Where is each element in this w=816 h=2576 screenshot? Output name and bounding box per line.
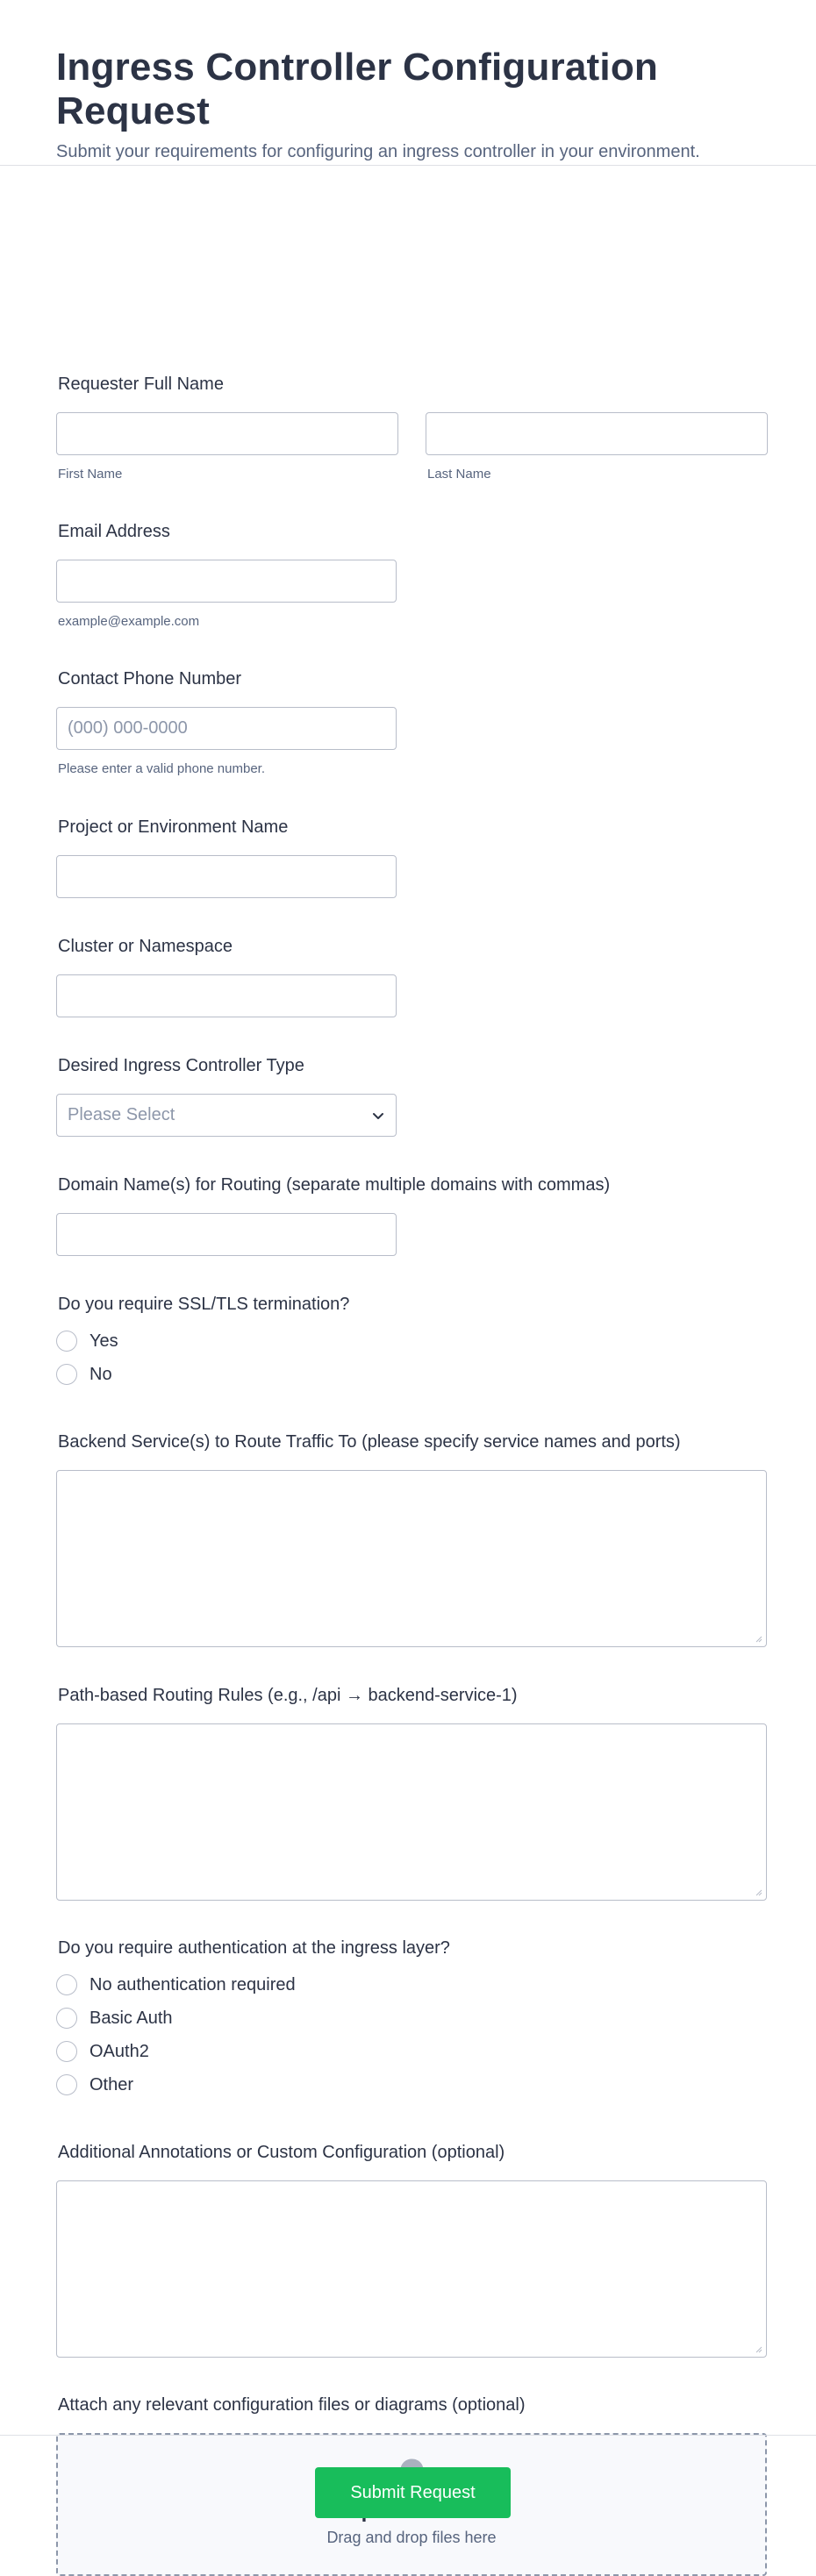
first-name-sublabel: First Name: [58, 467, 123, 482]
phone-sublabel: Please enter a valid phone number.: [58, 761, 265, 776]
domains-label: Domain Name(s) for Routing (separate multiple domains with commas): [58, 1175, 611, 1195]
full-name-label: Requester Full Name: [58, 375, 224, 394]
page-title: Ingress Controller Configuration Request: [56, 46, 658, 132]
form-header: [0, 0, 816, 166]
controller-type-select[interactable]: [56, 1094, 397, 1137]
cluster-label: Cluster or Namespace: [58, 937, 233, 956]
radio-label: OAuth2: [89, 2041, 149, 2061]
page-subtitle: Submit your requirements for configuring an ingress controller in your environment.: [56, 142, 700, 161]
resize-grip-icon[interactable]: [754, 2344, 762, 2353]
phone-label: Contact Phone Number: [58, 669, 242, 689]
paths-field: [56, 1684, 767, 1901]
email-input[interactable]: [56, 560, 397, 603]
annotations-field: [56, 2141, 767, 2358]
ssl-option-yes[interactable]: [56, 1328, 767, 1354]
controller-type-label: Desired Ingress Controller Type: [58, 1056, 304, 1075]
chevron-down-icon: [371, 1109, 385, 1123]
auth-option-none[interactable]: [56, 1972, 767, 1998]
radio-label: No: [89, 1364, 112, 1384]
annotations-textarea[interactable]: [56, 2180, 767, 2358]
radio-label: Yes: [89, 1331, 118, 1351]
phone-field: [56, 667, 767, 776]
project-label: Project or Environment Name: [58, 817, 289, 837]
domains-field: [56, 1174, 767, 1256]
first-name-input[interactable]: [56, 412, 398, 455]
ssl-option-no[interactable]: [56, 1361, 767, 1388]
backends-textarea[interactable]: [56, 1470, 767, 1647]
annotations-label: Additional Annotations or Custom Configuration (optional): [58, 2143, 505, 2162]
auth-label: Do you require authentication at the ingress layer?: [58, 1938, 450, 1958]
auth-field: [56, 1937, 767, 2105]
cluster-input[interactable]: [56, 974, 397, 1017]
domains-input[interactable]: [56, 1213, 397, 1256]
backends-label: Backend Service(s) to Route Traffic To (please specify service names and ports): [58, 1432, 681, 1452]
controller-type-field: [56, 1054, 767, 1137]
email-field: [56, 520, 767, 629]
submit-button[interactable]: Submit Request: [315, 2467, 511, 2518]
full-name-field: [56, 373, 767, 482]
radio-label: Basic Auth: [89, 2008, 173, 2028]
attachments-label: Attach any relevant configuration files or diagrams (optional): [58, 2395, 526, 2415]
paths-label: Path-based Routing Rules (e.g., /api → backend-service-1): [58, 1686, 518, 1705]
radio-button[interactable]: [56, 1331, 77, 1352]
auth-option-basic[interactable]: [56, 2005, 767, 2031]
upload-subtitle: Drag and drop files here: [326, 2529, 497, 2546]
cluster-field: [56, 935, 767, 1017]
radio-button[interactable]: [56, 2041, 77, 2062]
last-name-sublabel: Last Name: [427, 467, 491, 482]
project-field: [56, 816, 767, 898]
radio-button[interactable]: [56, 1974, 77, 1995]
backends-field: [56, 1431, 767, 1647]
radio-button[interactable]: [56, 2008, 77, 2029]
form-footer: [0, 2435, 816, 2564]
auth-option-oauth2[interactable]: [56, 2038, 767, 2065]
radio-label: Other: [89, 2074, 134, 2094]
resize-grip-icon[interactable]: [754, 1634, 762, 1643]
radio-button[interactable]: [56, 2074, 77, 2095]
ssl-field: [56, 1293, 767, 1395]
controller-type-selected: Please Select: [68, 1105, 175, 1124]
auth-option-other[interactable]: [56, 2072, 767, 2098]
radio-button[interactable]: [56, 1364, 77, 1385]
paths-textarea[interactable]: [56, 1723, 767, 1901]
radio-label: No authentication required: [89, 1974, 296, 1994]
email-label: Email Address: [58, 522, 170, 541]
ssl-label: Do you require SSL/TLS termination?: [58, 1295, 350, 1314]
last-name-input[interactable]: [426, 412, 768, 455]
resize-grip-icon[interactable]: [754, 1887, 762, 1896]
project-input[interactable]: [56, 855, 397, 898]
email-sublabel: example@example.com: [58, 614, 200, 629]
phone-input[interactable]: [56, 707, 397, 750]
